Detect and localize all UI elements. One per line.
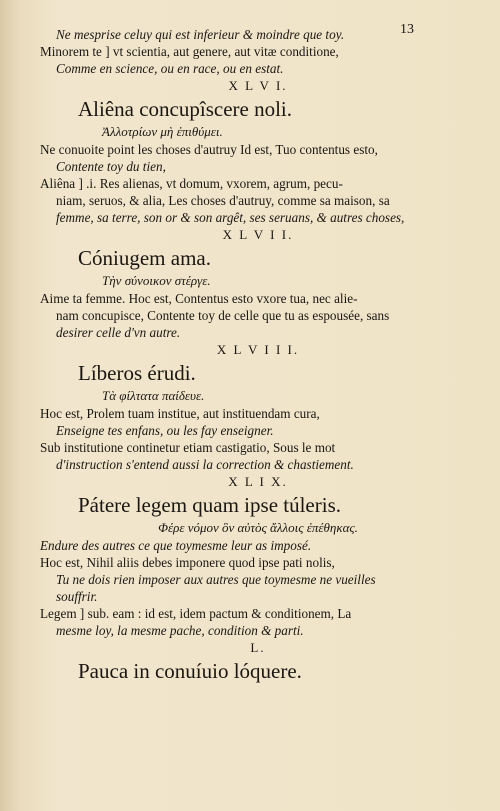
section-heading: L. [250,640,266,655]
text-line: nam concupisce, Contente toy de celle que tu as espousée, sans [56,308,390,323]
greek-line: Τὴν σύνοικον στέργε. [102,273,211,288]
text-line: Hoc est, Prolem tuam institue, aut instituendam cura, [40,406,320,421]
text-line: niam, seruos, & alia, Les choses d'autruy, comme sa maison, sa [56,193,390,208]
text-line: mesme loy, la mesme pache, condition & parti. [56,623,304,638]
text-line: Tu ne dois rien imposer aux autres que toymesme ne vueilles [56,572,376,587]
maxim-title: Aliêna concupîscere noli. [78,97,292,121]
text-line: Sub institutione continetur etiam castigatio, Sous le mot [40,440,336,455]
section-heading: X L V I I. [222,227,294,242]
maxim-title: Líberos érudi. [78,361,196,385]
text-line: desirer celle d'vn autre. [56,325,181,340]
greek-line: Φέρε νόμον ὃν αὐτὸς ἄλλοις ἐπέθηκας. [158,520,358,535]
text-line: Ne mesprise celuy qui est inferieur & moindre que toy. [56,27,345,42]
text-line: Aliêna ] .i. Res alienas, vt domum, vxorem, agrum, pecu- [40,176,343,191]
text-line: Minorem te ] vt scientia, aut genere, aut vitæ conditione, [40,44,339,59]
text-line: femme, sa terre, son or & son argêt, ses seruans, & autres choses, [56,210,405,225]
text-line: Legem ] sub. eam : id est, idem pactum & conditionem, La [40,606,352,621]
text-block [40,26,476,685]
text-line: Endure des autres ce que toymesme leur as imposé. [40,538,312,553]
page-number: 13 [400,22,414,37]
text-line: d'instruction s'entend aussi la correction & chastiement. [56,457,354,472]
text-line: Hoc est, Nihil aliis debes imponere quod ipse pati nolis, [40,555,335,570]
maxim-title: Cóniugem ama. [78,246,211,270]
section-heading: X L V I. [228,78,288,93]
greek-line: Ἀλλοτρίων μὴ ἐπιθύμει. [102,124,223,139]
text-line: Enseigne tes enfans, ou les fay enseigner. [56,423,274,438]
text-line: Aime ta femme. Hoc est, Contentus esto vxore tua, nec alie- [40,291,358,306]
section-heading: X L V I I I. [216,342,300,357]
maxim-title: Pauca in conuíuio lóquere. [78,659,302,683]
maxim-title: Pátere legem quam ipse túleris. [78,493,342,517]
text-line: Comme en science, ou en race, ou en estat. [56,61,284,76]
text-line: Contente toy du tien, [56,159,166,174]
section-heading: X L I X. [228,474,288,489]
greek-line: Τὰ φίλτατα παίδευε. [102,388,205,403]
text-line: souffrir. [56,589,98,604]
text-line: Ne conuoite point les choses d'autruy Id est, Tuo contentus esto, [40,142,378,157]
